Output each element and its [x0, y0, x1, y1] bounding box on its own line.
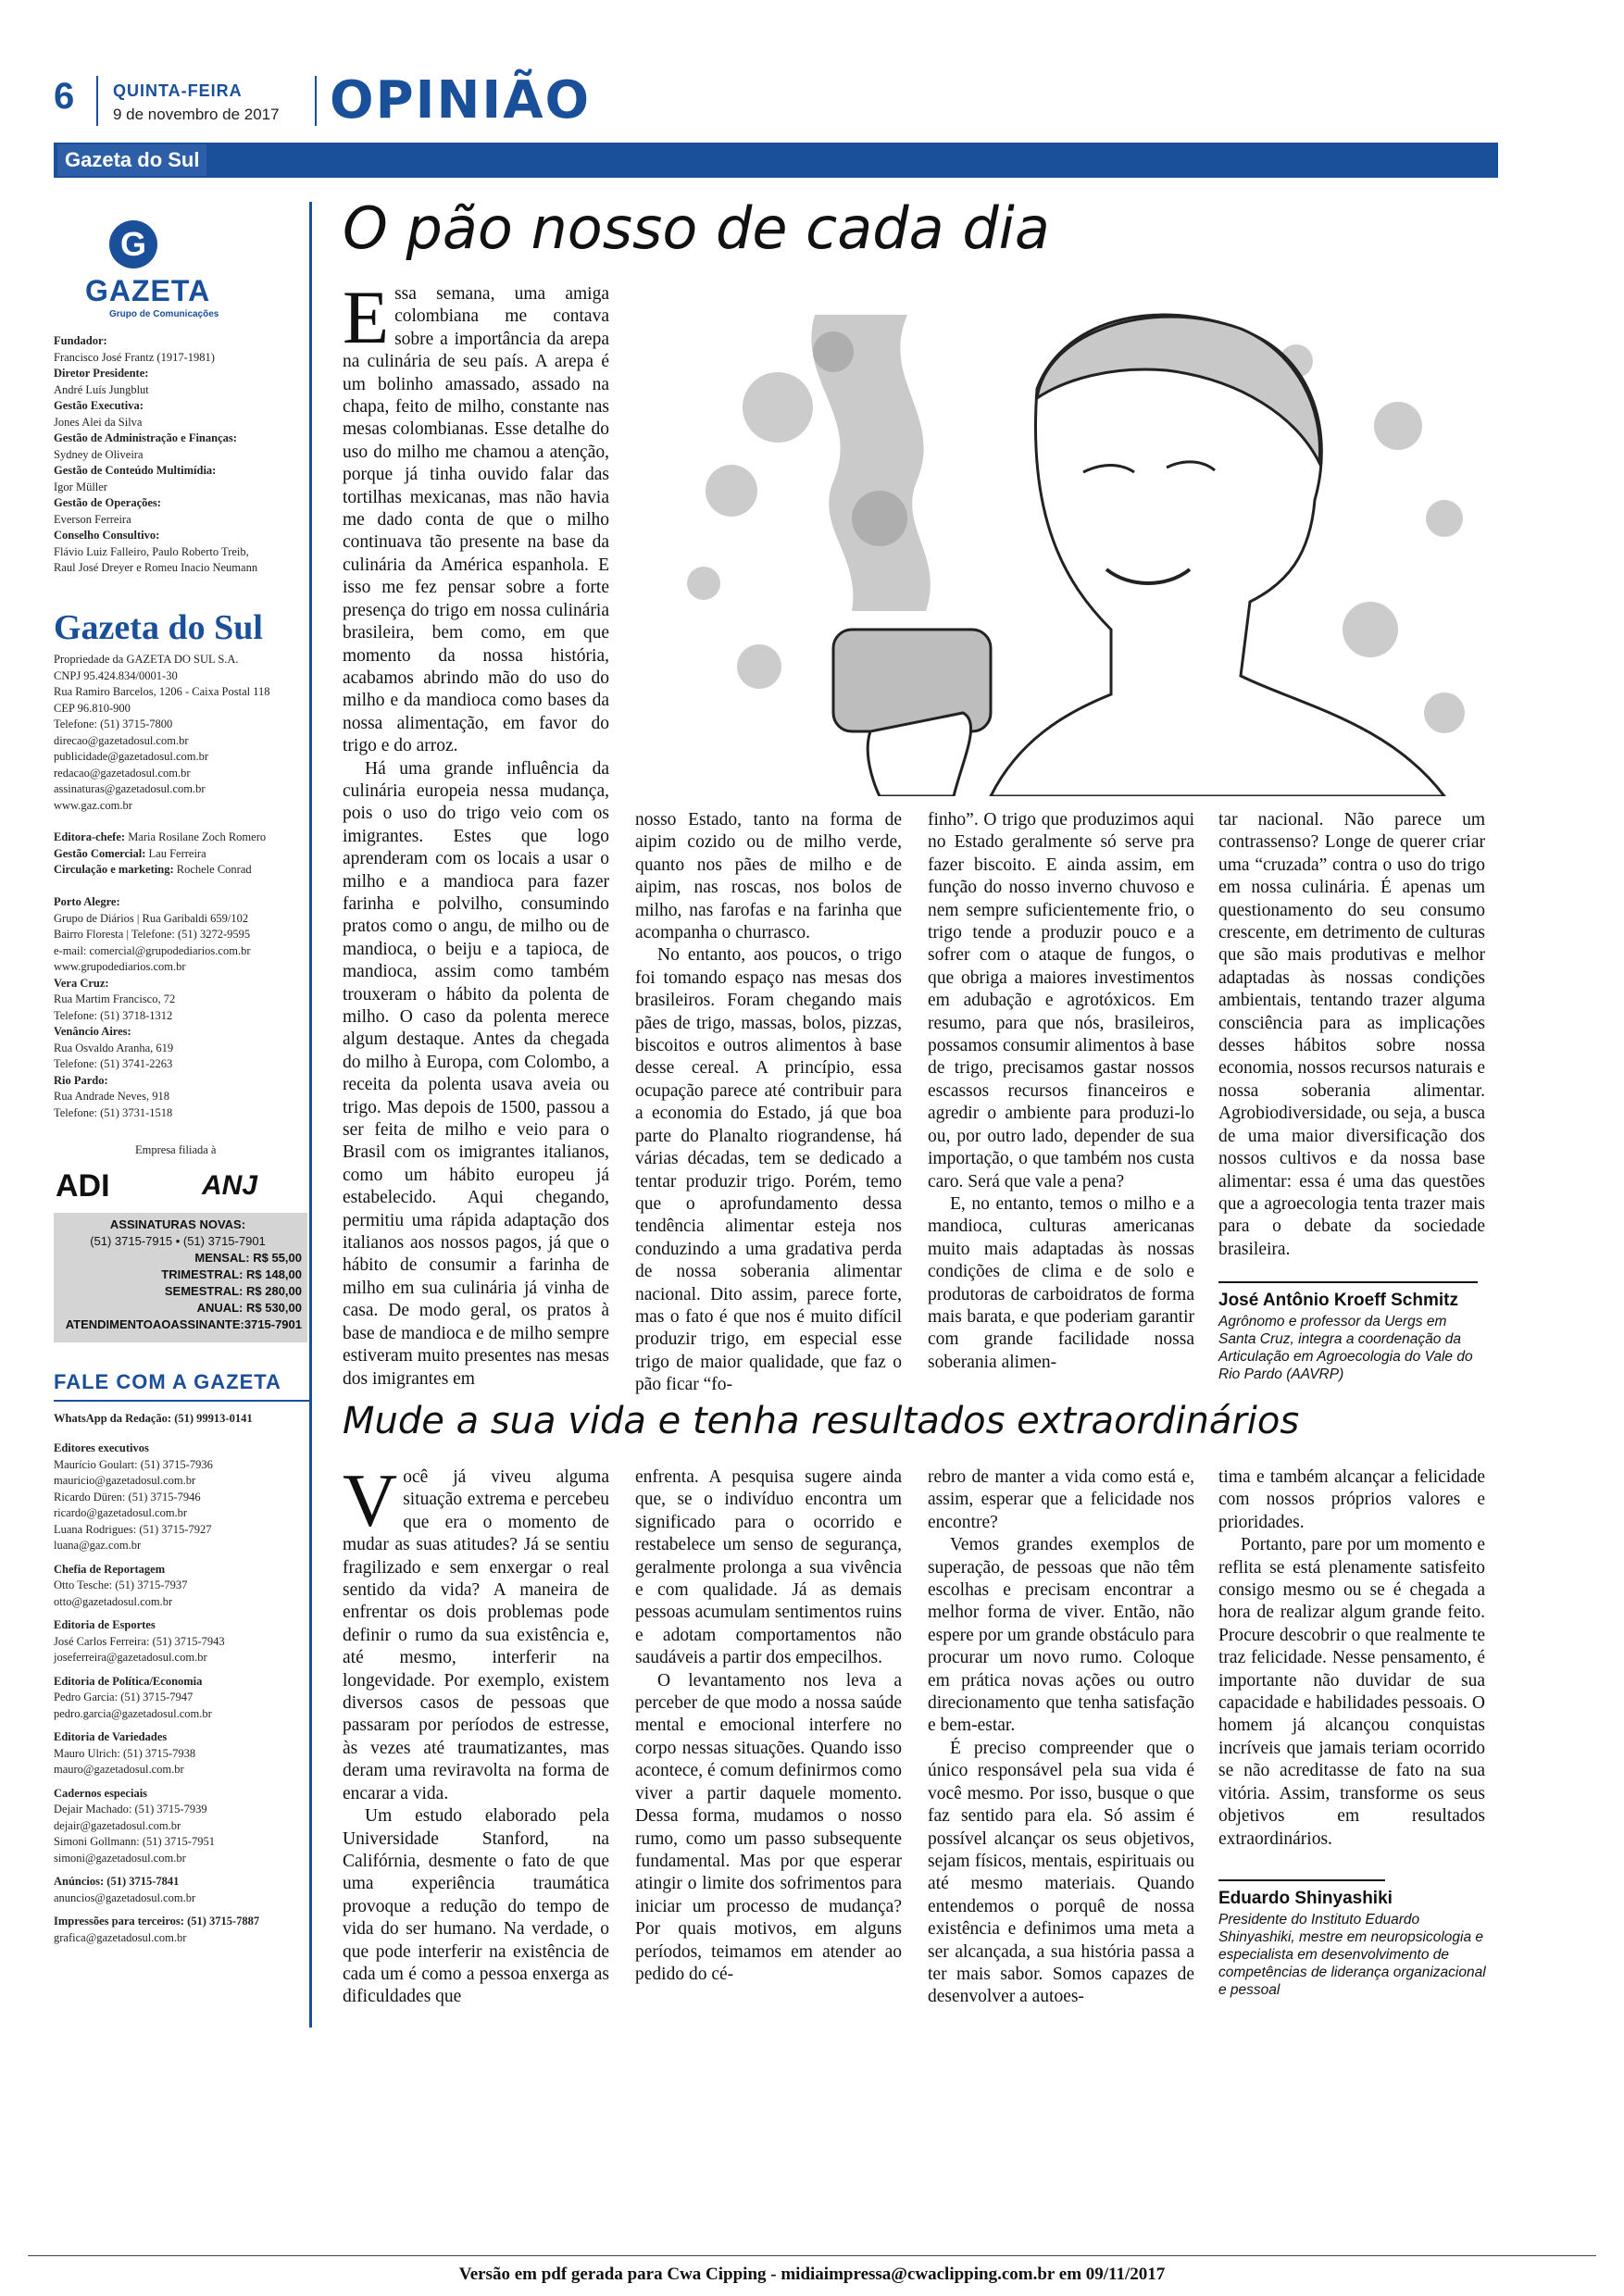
contact-line: joseferreira@gazetadosul.com.br	[54, 1651, 207, 1664]
office-name: Rio Pardo:	[54, 1073, 108, 1087]
subscription-line: ANUAL: R$ 530,00	[196, 1301, 302, 1315]
subscriptions-box	[54, 1213, 307, 1342]
contact-line: Luana Rodrigues: (51) 3715-7927	[54, 1522, 212, 1536]
company-info-line: Rua Ramiro Barcelos, 1206 - Caixa Postal 118	[54, 685, 270, 698]
contact-line: Dejair Machado: (51) 3715-7939	[54, 1803, 207, 1816]
contact-line: Pedro Garcia: (51) 3715-7947	[54, 1691, 194, 1703]
contact-section: Cadernos especiais	[54, 1786, 148, 1800]
paragraph: tar nacional. Não parece um contrassenso? Longe de querer criar uma “cruzada” contra o uso do trigo em nossa culinária. É apenas um questionamento do seu consumo crescente, em detrimento de culturas que são mais produtivas e melhor adaptadas às nossas condições ambientais, tentando trazer alguma consciência para as implicações desses hábitos sobre nossa economia, nossos recursos naturais e nossa soberania alimentar. Agrobiodiversidade, ou seja, a busca de uma maior diversificação dos nossos cultivos e da nossa base alimentar: essa é uma das questões que a agroecologia tenta trazer mais para o debate da sociedade brasileira.	[1218, 810, 1485, 1259]
article-2-col-4	[1218, 1466, 1485, 1851]
gazeta-logo-text: GAZETA	[85, 274, 211, 307]
contact-line: Mauro Ulrich: (51) 3715-7938	[54, 1746, 196, 1760]
contact-section: Anúncios: (51) 3715-7841	[54, 1875, 180, 1888]
company-info-line: assinaturas@gazetadosul.com.br	[54, 782, 206, 795]
contact-spacer	[54, 1866, 309, 1874]
office-line: Telefone: (51) 3731-1518	[54, 1105, 173, 1119]
editorial-line	[54, 830, 309, 846]
author-name: Eduardo Shinyashiki	[1218, 1889, 1393, 1908]
contact-line: Ricardo Düren: (51) 3715-7946	[54, 1490, 201, 1504]
office-line: Telefone: (51) 3741-2263	[54, 1057, 173, 1070]
subscription-line: SEMESTRAL: R$ 280,00	[164, 1284, 302, 1298]
editorial-name: Maria Rosilane Zoch Romero	[125, 830, 267, 843]
header-divider	[96, 76, 98, 126]
office-name: Vera Cruz:	[54, 976, 109, 990]
contact-spacer	[54, 1722, 309, 1729]
contact-spacer	[54, 1610, 309, 1617]
paragraph: Portanto, pare por um momento e reflita se está plenamente satisfeito consigo mesmo ou se é chegada a hora de realizar algum grande feito. Procure descobrir o que realmente te traz felicidade. Nesse pensamento, é importante não duvidar de sua capacidade e habilidades pessoais. O homem já alcançou conquistas incríveis que jamais teriam ocorrido se não acreditasse de fato na sua vitória. Assim, transforme os seus objetivos em resultados extraordinários.	[1218, 1535, 1485, 1849]
company-info-line: publicidade@gazetadosul.com.br	[54, 750, 209, 763]
article-2-col-2	[635, 1466, 902, 1986]
page-number: 6	[54, 76, 75, 117]
dropcap: V	[343, 1458, 398, 1542]
subscription-line: MENSAL: R$ 55,00	[194, 1251, 302, 1265]
paragraph: ocê já viveu alguma situação extrema e percebeu que era o momento de mudar as suas atitudes? Já se sentiu fragilizado e sem enxergar o real sentido da vida? A maneira de enfrentar os dois problemas pode definir o rumo da sua existência e, até mesmo, interferir na longevidade. Por exemplo, existem diversos casos de pessoas que passaram por períodos de estresse, às vezes até traumatizantes, mas deram uma reviravolta na forma de encarar a vida.	[343, 1467, 609, 1803]
paragraph: enfrenta. A pesquisa sugere ainda que, se o indivíduo encontra um significado para o ocorrido e restabelece um senso de segurança, geralmente prolonga a sua vivência e com qualidade. Já as demais pessoas acumulam sentimentos ruins e adotam comportamentos não saudáveis a partir dos empecilhos.	[635, 1467, 902, 1668]
header-divider	[315, 76, 317, 126]
brand-bar	[54, 143, 1498, 178]
contact-line: grafica@gazetadosul.com.br	[54, 1930, 187, 1944]
staff-name: Everson Ferreira	[54, 512, 131, 526]
author-bio: Agrônomo e professor da Uergs em Santa Cruz, integra a coordenação da Articulação em Agroecologia do Vale do Rio Pardo (AAVRP)	[1218, 1314, 1473, 1382]
editorial-role: Circulação e marketing:	[54, 863, 174, 876]
office-line: Bairro Floresta | Telefone: (51) 3272-9595	[54, 928, 251, 941]
contact-line: luana@gaz.com.br	[54, 1539, 142, 1552]
office-line: Rua Martim Francisco, 72	[54, 992, 176, 1005]
article-1-col-1	[343, 275, 609, 1391]
header-weekday: QUINTA-FEIRA	[113, 81, 243, 100]
author-rule	[1218, 1879, 1385, 1881]
contact-section: Editoria de Variedades	[54, 1730, 168, 1743]
woman-with-bread-illustration	[648, 278, 1500, 796]
editorial-line	[54, 862, 309, 879]
editorial-role: Gestão Comercial:	[54, 846, 146, 860]
affiliated-label: Empresa filiada à	[135, 1143, 217, 1156]
staff-role: Gestão Executiva:	[54, 399, 144, 412]
contact-line: mauricio@gazetadosul.com.br	[54, 1474, 196, 1487]
article-title: Mude a sua vida e tenha resultados extraordinários	[343, 1400, 1300, 1442]
contact-rule	[54, 1400, 309, 1402]
contact-line: otto@gazetadosul.com.br	[54, 1594, 173, 1608]
article-1-col-2	[635, 809, 902, 1397]
contact-line: mauro@gazetadosul.com.br	[54, 1763, 184, 1776]
contact-section: Editoria de Esportes	[54, 1618, 156, 1631]
contact-line: anuncios@gazetadosul.com.br	[54, 1890, 196, 1904]
adi-logo: ADI	[56, 1168, 110, 1204]
contact-line: simoni@gazetadosul.com.br	[54, 1851, 186, 1865]
section-title: OPINIÃO	[330, 70, 592, 131]
gazeta-logo-icon: G	[109, 220, 157, 268]
paragraph: finho”. O trigo que produzimos aqui no Estado geralmente só serve pra fazer biscoito. E ainda assim, em função do nosso inverno chuvoso e nem sempre suficientemente frio, o trigo tende a produzir pouco e a sofrer com o ataque de fungos, o que obriga a maiores investimentos em adubação e agrotóxicos. Em resumo, para que nós, brasileiros, possamos consumir alimentos à base de trigo, precisamos gastar nossos escassos recursos financeiros e agredir o ambiente para produzi-lo ou, por outro lado, depender de sua importação, o que também nos custa caro. Será que vale a pena?	[928, 810, 1194, 1192]
company-info-line: Propriedade da GAZETA DO SUL S.A.	[54, 653, 239, 666]
gazeta-logo-subtitle: Grupo de Comunicações	[109, 309, 219, 319]
office-line: Telefone: (51) 3718-1312	[54, 1008, 173, 1022]
dropcap: E	[343, 275, 390, 359]
contact-line: ricardo@gazetadosul.com.br	[54, 1506, 188, 1519]
subscription-line: ATENDIMENTOAOASSINANTE:3715-7901	[65, 1317, 302, 1331]
paragraph: tima e também alcançar a felicidade com nossos próprios valores e prioridades.	[1218, 1467, 1485, 1532]
anj-logo: ANJ	[202, 1170, 258, 1201]
company-info-line: direcao@gazetadosul.com.br	[54, 733, 189, 747]
office-name: Venâncio Aires:	[54, 1025, 131, 1038]
subscription-line: ASSINATURAS NOVAS:	[109, 1217, 246, 1231]
header-date: 9 de novembro de 2017	[113, 106, 280, 123]
staff-name: Raul José Dreyer e Romeu Inacio Neumann	[54, 561, 258, 574]
contact-spacer	[54, 1666, 309, 1674]
editorial-role: Editora-chefe:	[54, 830, 126, 843]
author-bio: Presidente do Instituto Eduardo Shinyashiki, mestre em neuropsicologia e especialista em desenvolvimento de competências de liderança organizacional e pessoal	[1218, 1912, 1486, 1998]
gazeta-do-sul-logo: Gazeta do Sul	[54, 608, 263, 647]
contact-section: Editores executivos	[54, 1441, 149, 1454]
staff-role: Conselho Consultivo:	[54, 529, 160, 542]
contact-section: Editoria de Política/Economia	[54, 1674, 203, 1688]
paragraph: rebro de manter a vida como está e, assim, esperar que a felicidade nos encontre?	[928, 1467, 1194, 1532]
company-info-line: CEP 96.810-900	[54, 701, 131, 715]
contact-line: dejair@gazetadosul.com.br	[54, 1818, 181, 1832]
contact-line: pedro.garcia@gazetadosul.com.br	[54, 1706, 212, 1720]
article-2-col-3	[928, 1466, 1194, 2009]
paragraph: ssa semana, uma amiga colombiana me contava sobre a importância da arepa na culinária de seu país. A arepa é um bolinho amassado, assado na chapa, feito de milho, constante nas mesas colombianas. Esse detalhe do uso do milho me chamou a atenção, porque já tinha ouvido falar das tortilhas mexicanas, mas não havia me dado conta de que o milho continuava tão presente na base da culinária da América espanhola. E isso me fez pensar sobre a forte presença do trigo em nossa culinária brasileira, bem como, em que momento da nossa história, acabamos abrindo mão do uso do milho e da mandioca como bases da nossa alimentação, em favor do trigo e do arroz.	[343, 284, 609, 756]
editorial-name: Lau Ferreira	[145, 846, 206, 860]
staff-role: Gestão de Administração e Finanças:	[54, 431, 237, 444]
contact-section: Impressões para terceiros: (51) 3715-7887	[54, 1915, 260, 1928]
footer-rule	[28, 2255, 1596, 2256]
article-2-col-1	[343, 1458, 609, 2009]
office-name: Porto Alegre:	[54, 895, 120, 908]
footer-note: Versão em pdf gerada para Cwa Cipping - midiaimpressa@cwaclipping.com.br em 09/11/2017	[458, 2265, 1166, 2284]
subscription-line: TRIMESTRAL: R$ 148,00	[161, 1267, 302, 1281]
contact-list	[54, 1441, 309, 1953]
company-info-line: CNPJ 95.424.834/0001-30	[54, 668, 178, 682]
staff-role: Fundador:	[54, 334, 107, 347]
office-line: Rua Osvaldo Aranha, 619	[54, 1041, 174, 1054]
company-info-line: www.gaz.com.br	[54, 798, 132, 812]
company-info-line: redacao@gazetadosul.com.br	[54, 766, 191, 780]
article-1-col-4	[1218, 809, 1485, 1261]
staff-name: Jones Alei da Silva	[54, 415, 143, 429]
contact-line: Otto Tesche: (51) 3715-7937	[54, 1578, 188, 1591]
contact-title: FALE COM A GAZETA	[54, 1370, 281, 1393]
contact-spacer	[54, 1946, 309, 1953]
office-line: e-mail: comercial@grupodediarios.com.br	[54, 943, 251, 957]
office-line: Rua Andrade Neves, 918	[54, 1090, 169, 1103]
contact-line: Maurício Goulart: (51) 3715-7936	[54, 1457, 213, 1471]
contact-spacer	[54, 1554, 309, 1562]
author-rule	[1218, 1281, 1478, 1283]
author-name: José Antônio Kroeff Schmitz	[1218, 1291, 1458, 1310]
brand-label: Gazeta do Sul	[57, 144, 206, 176]
office-line: Grupo de Diários | Rua Garibaldi 659/102	[54, 911, 249, 925]
paragraph: Há uma grande influência da culinária europeia nessa mudança, pois o uso do trigo veio com os imigrantes. Estes que logo aprenderam com os locais a usar o milho e a mandioca para fazer farinha e polvilho, consumindo pratos como o angu, de milho ou de mandioca, o beiju e a tapioca, de mandioca, assim como também trouxeram o hábito da polenta de milho. O caso da polenta merece algum destaque. Antes da chegada do milho à Europa, com Colombo, a receita da polenta usava aveia ou trigo. Mas depois de 1500, passou a ser feita de milho e veio para o Brasil com os imigrantes italianos, como um hábito europeu já estabelecido. Aqui chegando, permitiu uma rápida adaptação dos italianos aos nossos pagos, já que o hábito de consumir a farinha de milho em sua culinária já vinha de casa. De modo geral, os pratos à base de mandioca e de milho sempre estiveram muito presentes nas mesas dos imigrantes em	[343, 758, 609, 1389]
paragraph: No entanto, aos poucos, o trigo foi tomando espaço nas mesas dos brasileiros. Foram chegando mais pães de trigo, massas, bolos, pizzas, biscoitos e outros alimentos à base desse cereal. A princípio, essa ocupação parece até contribuir para a economia do Estado, já que boa parte do Planalto riograndense, há várias décadas, tem se dedicado a tentar produzir trigo. Porém, temo que o aprofundamento dessa tendência alimentar esteja nos conduzindo a uma gradativa perda de nossa soberania alimentar nacional. Dito assim, parece forte, mas o fato é que nos é muito difícil produzir trigo, em especial esse trigo de maior qualidade, que faz o pão ficar “fo-	[635, 945, 902, 1395]
staff-role: Gestão de Operações:	[54, 496, 161, 509]
paragraph: Vemos grandes exemplos de superação, de pessoas que não têm escolhas e precisam encontrar a melhor forma de viver. Então, não espere por um grande obstáculo para procurar um novo rumo. Coloque em prática novas ações ou outro direcionamento que tenha satisfação e bem-estar.	[928, 1535, 1194, 1736]
article-title: O pão nosso de cada dia	[343, 194, 1050, 262]
staff-role: Diretor Presidente:	[54, 367, 149, 380]
paragraph: nosso Estado, tanto na forma de aipim cozido ou de milho verde, quanto nos pães de milho e de aipim, nas roscas, nos bolos de milho, nas farofas e na farinha que acompanha o churrasco.	[635, 810, 902, 943]
staff-list	[54, 333, 309, 577]
paragraph: Um estudo elaborado pela Universidade Stanford, na Califórnia, desmente o fato de que uma experiência traumática provoque a redução do tempo de vida do ser humano. Na verdade, o que pode interferir na existência de cada um é como a pessoa enxerga as dificuldades que	[343, 1806, 609, 2007]
staff-name: André Luís Jungblut	[54, 382, 149, 396]
staff-name: Francisco José Frantz (1917-1981)	[54, 350, 215, 364]
editorial-name: Rochele Conrad	[173, 863, 252, 876]
subscription-line: (51) 3715-7915 • (51) 3715-7901	[90, 1234, 266, 1248]
office-line: www.grupodediarios.com.br	[54, 960, 186, 973]
contact-line: Simoni Gollmann: (51) 3715-7951	[54, 1835, 215, 1848]
staff-name: Flávio Luiz Falleiro, Paulo Roberto Treib,	[54, 544, 249, 558]
contact-spacer	[54, 1906, 309, 1914]
paragraph: É preciso compreender que o único responsável pela sua vida é você mesmo. Por isso, busque o que faz sentido para ela. Só assim é possível alcançar os seus objetivos, sejam físicos, mentais, espirituais ou até mesmo materiais. Quando entendemos o porquê de nossa existência e definimos uma meta a ser alcançada, a sua história passa a ter mais sabor. Somos capazes de desenvolver a autoes-	[928, 1738, 1194, 2007]
company-info-line: Telefone: (51) 3715-7800	[54, 718, 173, 730]
paragraph: E, no entanto, temos o milho e a mandioca, culturas americanas muito mais adaptadas às nossas condições de clima e de solo e produtoras de carboidratos de forma mais barata, e que poderiam garantir com grande facilidade nossa soberania alimen-	[928, 1193, 1194, 1372]
article-1-col-3	[928, 809, 1194, 1374]
contact-spacer	[54, 1778, 309, 1786]
office-list	[54, 894, 309, 1121]
staff-role: Gestão de Conteúdo Multimídia:	[54, 464, 217, 477]
editorial-line	[54, 846, 309, 863]
whatsapp-line: WhatsApp da Redação: (51) 99913-0141	[54, 1412, 253, 1425]
staff-name: Sydney de Oliveira	[54, 447, 144, 461]
editorial-staff	[54, 830, 309, 879]
staff-name: Igor Müller	[54, 480, 107, 493]
contact-section: Chefia de Reportagem	[54, 1562, 166, 1576]
paragraph: O levantamento nos leva a perceber de que modo a nossa saúde mental e emocional interfere no corpo nessas situações. Quando isso acontece, é comum definirmos como viver a partir daquele momento. Dessa forma, mudamos o nosso rumo, como um passo subsequente fundamental. Mas por que esperar atingir o limite dos sofrimentos para iniciar um processo de mudança? Por quais motivos, em alguns períodos, teimamos em atender ao pedido do cé-	[635, 1670, 902, 1984]
company-info	[54, 652, 309, 814]
contact-line: José Carlos Ferreira: (51) 3715-7943	[54, 1634, 225, 1648]
